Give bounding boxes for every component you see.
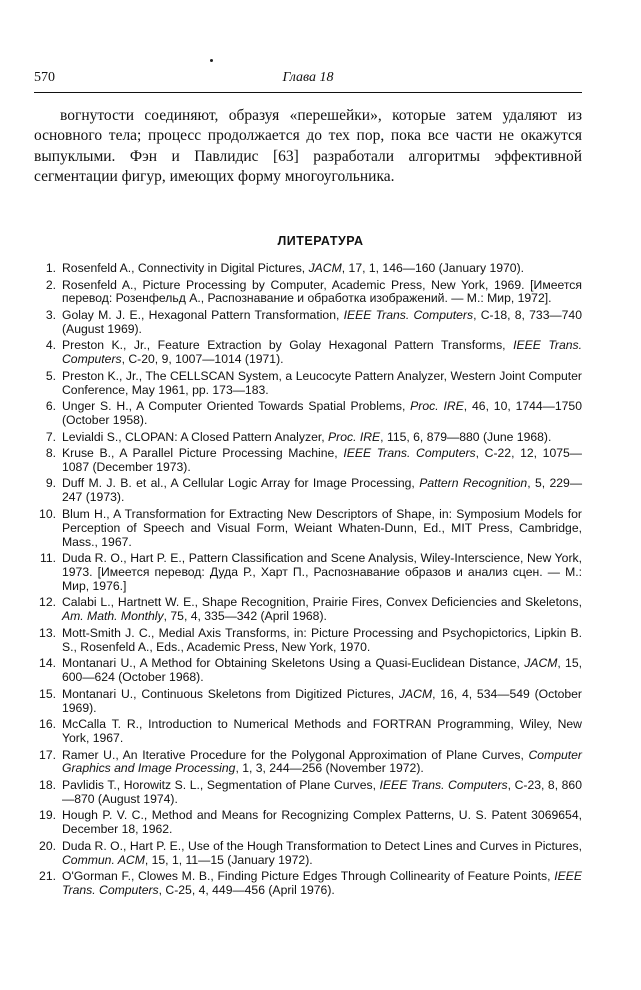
reference-item (34, 596, 582, 624)
reference-item (34, 370, 582, 398)
reference-journal: Pattern Recognition (419, 476, 528, 491)
reference-journal: Proc. IRE (328, 429, 381, 444)
reference-details: , 75, 4, 335—342 (April 1968). (163, 609, 327, 624)
reference-number: 6. (45, 399, 56, 414)
reference-number: 21. (39, 869, 56, 884)
reference-journal: IEEE Trans. Computers (62, 338, 582, 367)
reference-number: 15. (39, 686, 56, 701)
page-header (34, 70, 582, 93)
reference-list (34, 262, 582, 901)
reference-text: Unger S. H., A Computer Oriented Towards Spatial Problems, (62, 399, 411, 414)
reference-number: 2. (45, 277, 56, 292)
reference-text: Rosenfeld A., Connectivity in Digital Pictures, (62, 261, 309, 275)
reference-text: Duff M. J. B. et al., A Cellular Logic Array for Image Processing, (62, 476, 420, 491)
reference-journal: Proc. IRE (410, 399, 464, 414)
reference-item (34, 339, 582, 367)
reference-number: 11. (39, 551, 56, 566)
reference-item (34, 779, 582, 807)
reference-number: 20. (39, 838, 56, 853)
reference-details: , C-18, 8, 733—740 (August 1969). (62, 307, 582, 336)
reference-details: , 15, 1, 11—15 (January 1972). (144, 852, 313, 867)
reference-text: Duda R. O., Hart P. E., Use of the Hough Transformation to Detect Lines and Curves in Pictures, (62, 838, 582, 853)
reference-number: 5. (45, 368, 56, 383)
reference-journal: JACM (524, 656, 558, 671)
reference-item (34, 688, 582, 716)
reference-details: , C-23, 8, 860—870 (August 1974). (62, 777, 582, 806)
reference-text: Duda R. O., Hart P. E., Pattern Classification and Scene Analysis, Wiley-Interscience, New York, 1973. [Имеется перевод: Дуда Р., Харт П., Распознавание образов и анализ сцен. — М.: Мир, 1976.] (62, 551, 582, 593)
reference-item (34, 477, 582, 505)
reference-number: 12. (39, 595, 56, 610)
reference-journal: IEEE Trans. Computers (62, 869, 582, 898)
section-heading: ЛИТЕРАТУРА (277, 234, 364, 248)
reference-item (34, 627, 582, 655)
reference-text: Pavlidis T., Horowitz S. L., Segmentation of Plane Curves, (62, 777, 380, 792)
reference-number: 7. (45, 429, 56, 444)
reference-item (34, 718, 582, 746)
reference-details: , C-22, 12, 1075—1087 (December 1973). (62, 446, 582, 474)
reference-journal: Am. Math. Monthly (62, 609, 164, 624)
reference-number: 8. (45, 446, 56, 461)
reference-journal: JACM (398, 686, 433, 701)
reference-text: Montanari U., Continuous Skeletons from Digitized Pictures, (62, 686, 399, 701)
reference-item (34, 809, 582, 837)
reference-text: Ramer U., An Iterative Procedure for the Polygonal Approximation of Plane Curves, (62, 747, 529, 762)
page-number: 570 (34, 70, 55, 85)
reference-item (34, 840, 582, 868)
reference-text: Montanari U., A Method for Obtaining Skeletons Using a Quasi-Euclidean Distance, (62, 656, 525, 671)
reference-text: Mott-Smith J. C., Medial Axis Transforms, in: Picture Processing and Psychopictorics, Lipkin B. S., Rosenfeld A., Eds., Academic Press, New York, 1970. (62, 625, 582, 654)
reference-item (34, 447, 582, 475)
reference-details: , C-20, 9, 1007—1014 (1971). (121, 352, 284, 367)
reference-item (34, 279, 582, 307)
reference-item (34, 657, 582, 685)
reference-text: Levialdi S., CLOPAN: A Closed Pattern Analyzer, (62, 429, 329, 444)
reference-number: 16. (39, 717, 56, 732)
reference-item (34, 431, 582, 445)
reference-item (34, 262, 582, 276)
reference-journal: Computer Graphics and Image Processing (62, 747, 582, 776)
reference-number: 18. (39, 777, 56, 792)
reference-details: , 15, 600—624 (October 1968). (62, 656, 583, 685)
reference-text: Rosenfeld A., Picture Processing by Computer, Academic Press, New York, 1969. [Имеется перевод: Розенфельд А., Распознавание и обработка изображений. — М.: Мир, 1972]. (62, 277, 582, 306)
reference-number: 17. (39, 747, 56, 762)
reference-text: McCalla T. R., Introduction to Numerical Methods and FORTRAN Programming, Wiley, New York, 1967. (62, 717, 582, 745)
print-speck (210, 59, 213, 62)
reference-number: 10. (39, 506, 56, 521)
reference-number: 1. (45, 261, 56, 275)
reference-number: 3. (45, 307, 56, 322)
reference-details: , 5, 229—247 (1973). (62, 476, 583, 505)
reference-item (34, 870, 582, 898)
reference-journal: JACM (308, 261, 342, 275)
reference-text: Kruse B., A Parallel Picture Processing Machine, (62, 446, 344, 461)
reference-journal: IEEE Trans. Computers (379, 777, 508, 792)
reference-text: Preston K., Jr., The CELLSCAN System, a Leucocyte Pattern Analyzer, Western Joint Computer Conference, May 1961, pp. 173—183. (62, 368, 582, 397)
reference-details: , 115, 6, 879—880 (June 1968). (380, 429, 552, 444)
reference-number: 14. (39, 656, 56, 671)
reference-details: , 17, 1, 146—160 (January 1970). (341, 261, 525, 275)
reference-text: Blum H., A Transformation for Extracting New Descriptors of Shape, in: Symposium Models for Perception of Speech and Visual Form, Weiant Whaten-Dunn, Ed., MIT Press, Cambridge, Mass., 1967. (62, 506, 582, 549)
reference-number: 9. (45, 476, 56, 491)
reference-item (34, 749, 582, 777)
reference-journal: Commun. ACM (62, 852, 145, 867)
reference-item (34, 508, 582, 550)
reference-item (34, 400, 582, 428)
reference-details: , 16, 4, 534—549 (October 1969). (62, 686, 582, 715)
reference-text: O'Gorman F., Clowes M. B., Finding Picture Edges Through Collinearity of Feature Points, (62, 869, 555, 884)
reference-number: 13. (39, 625, 56, 640)
reference-item (34, 552, 582, 594)
reference-details: , 46, 10, 1744—1750 (October 1958). (62, 399, 582, 428)
reference-text: Golay M. J. E., Hexagonal Pattern Transformation, (62, 307, 344, 322)
reference-details: , C-25, 4, 449—456 (April 1976). (158, 883, 335, 898)
running-title: Глава 18 (282, 70, 334, 85)
reference-number: 4. (45, 338, 56, 353)
reference-text: Hough P. V. C., Method and Means for Recognizing Complex Patterns, U. S. Patent 3069654, December 18, 1962. (62, 808, 582, 837)
reference-item (34, 309, 582, 337)
reference-journal: IEEE Trans. Computers (343, 307, 474, 322)
reference-journal: IEEE Trans. Computers (343, 446, 476, 461)
body-paragraph: вогнутости соединяют, образуя «перешейки», которые затем удаляют из основного тела; процесс продолжается до тех пор, пока все части не окажутся выпуклыми. Фэн и Павлидис [63] разработали алгоритмы эффективной сегментации фигур, имеющих форму многоугольника. (34, 107, 582, 185)
reference-number: 19. (39, 808, 56, 823)
reference-text: Preston K., Jr., Feature Extraction by Golay Hexagonal Pattern Transforms, (62, 338, 514, 353)
reference-text: Calabi L., Hartnett W. E., Shape Recognition, Prairie Fires, Convex Deficiencies and Skeletons, (62, 595, 582, 610)
reference-details: , 1, 3, 244—256 (November 1972). (235, 761, 424, 776)
